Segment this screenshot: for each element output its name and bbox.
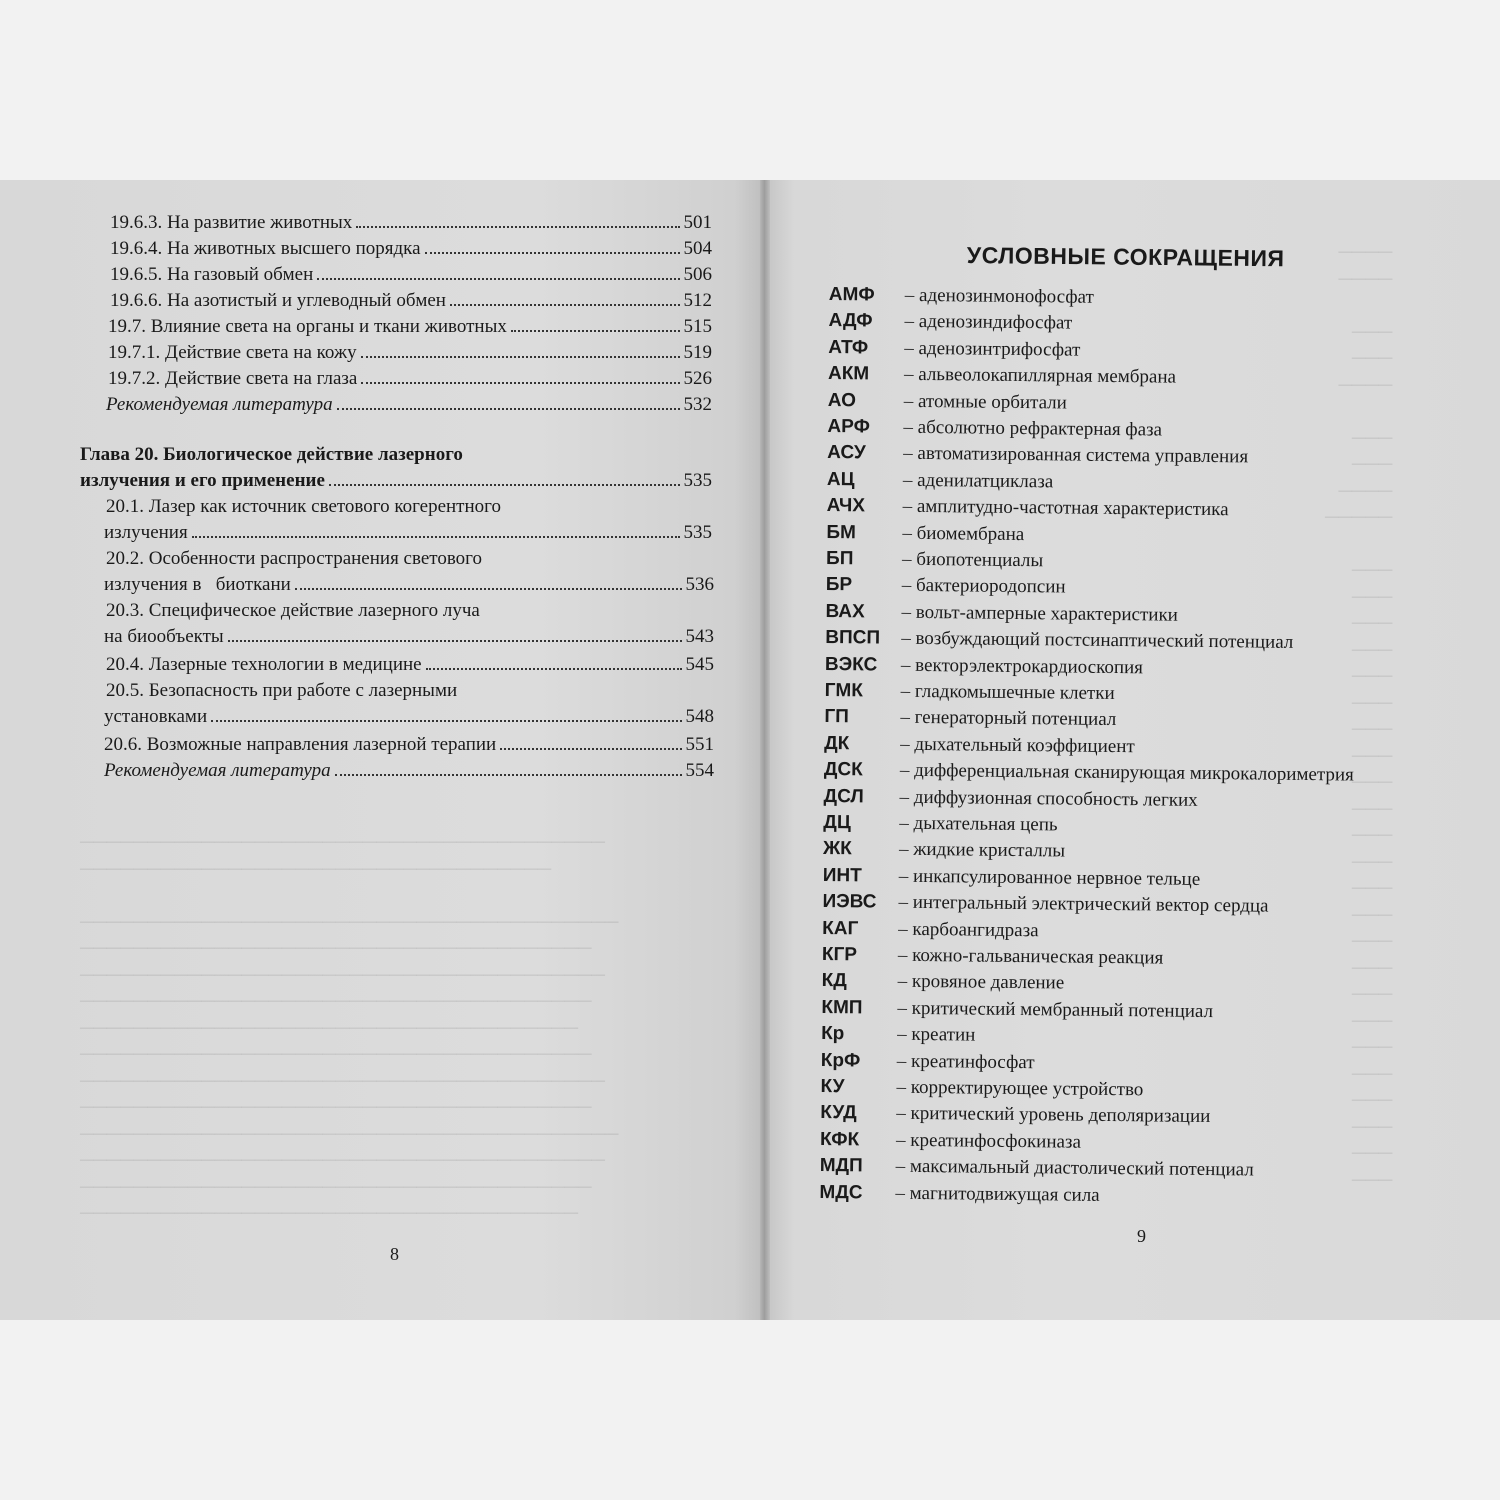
abbreviation-definition: – автоматизированная система управления — [903, 443, 1249, 468]
toc-entry — [104, 758, 714, 784]
toc-entry — [110, 262, 712, 288]
abbreviation-term: АДФ — [828, 310, 873, 332]
leader-dots — [425, 236, 680, 254]
toc-entry-line: 20.5. Безопасность при работе с лазерными — [106, 680, 458, 701]
abbreviation-term: Кр — [821, 1023, 845, 1045]
leader-dots — [356, 210, 679, 228]
abbreviation-term: КГР — [821, 943, 858, 966]
abbreviation-definition: – абсолютно рефрактерная фаза — [903, 416, 1163, 441]
leader-dots — [500, 732, 681, 750]
leader-dots — [192, 520, 680, 538]
chapter-heading-text: излучения и его применение — [80, 470, 325, 491]
toc-entry-page: 535 — [683, 522, 712, 543]
abbreviation-term: КД — [821, 970, 847, 992]
toc-entry — [108, 314, 712, 340]
toc-entry-text: 19.6.4. На животных высшего порядка — [110, 238, 421, 259]
toc-entry-page: 526 — [683, 368, 712, 389]
abbreviation-definition: – кровяное давление — [897, 971, 1065, 994]
abbreviation-definition: – гладкомышечные клетки — [900, 680, 1115, 705]
abbreviation-definition: – критический уровень деполяризации — [896, 1103, 1211, 1128]
abbreviation-definition: – атомные орбитали — [903, 390, 1068, 414]
toc-entry-text: 19.6.3. На развитие животных — [110, 212, 353, 233]
abbreviation-term: АО — [827, 389, 857, 411]
abbreviation-definition: – креатинфосфат — [896, 1050, 1035, 1073]
abbreviation-term: МДП — [819, 1155, 863, 1177]
toc-entry-page: 501 — [683, 212, 712, 233]
abbreviation-definition: – карбоангидраза — [898, 918, 1039, 941]
toc-entry — [108, 366, 712, 392]
abbreviation-definition: – жидкие кристаллы — [898, 839, 1066, 862]
toc-entry-text: установками — [104, 706, 208, 727]
abbreviation-term: КУД — [820, 1102, 857, 1124]
toc-entry-text: на биообъекты — [104, 626, 224, 647]
toc-entry-line: 20.1. Лазер как источник светового когерентного — [106, 496, 501, 517]
toc-entry-page: 506 — [683, 264, 712, 285]
leader-dots — [511, 314, 680, 332]
abbreviation-term: ДК — [824, 732, 850, 755]
abbreviation-definition: – векторэлектрокардиоскопия — [900, 654, 1144, 678]
leader-dots — [317, 262, 679, 280]
abbreviation-term: КУ — [820, 1075, 845, 1098]
abbreviation-term: ВПСП — [825, 627, 881, 649]
toc-entry — [104, 572, 714, 598]
book-spread — [0, 180, 1500, 1320]
leader-dots — [335, 758, 682, 776]
abbreviation-definition: – аденозинтрифосфат — [904, 337, 1081, 361]
leader-dots — [361, 366, 679, 384]
leader-dots — [450, 288, 680, 306]
toc-entry-line: 20.2. Особенности распространения светового — [106, 548, 482, 569]
right-page — [765, 180, 1500, 1320]
abbreviation-term: ИЭВС — [822, 891, 877, 913]
abbreviation-definition: – креатинфосфокиназа — [895, 1129, 1082, 1153]
abbreviation-term: ИНТ — [822, 864, 862, 887]
abbreviation-term: БР — [825, 574, 853, 596]
toc-entry-page: 551 — [685, 734, 714, 755]
page-number: 8 — [390, 1244, 399, 1264]
toc-entry-text: 19.6.6. На азотистый и углеводный обмен — [110, 290, 446, 311]
toc-entry-text: излучения — [104, 522, 188, 543]
abbreviation-definition: – инкапсулированное нервное тельце — [898, 865, 1201, 890]
abbreviation-term: БМ — [826, 521, 856, 543]
abbreviation-term: КАГ — [822, 917, 859, 939]
chapter-heading-line2 — [80, 468, 712, 494]
abbreviation-term: АКМ — [827, 363, 870, 385]
toc-entry-page: 548 — [685, 706, 714, 727]
abbreviation-term: КрФ — [820, 1049, 861, 1071]
toc-entry-text: 19.7.2. Действие света на глаза — [108, 368, 358, 389]
show-through-text: ─────────────────────────────────────── ─────────────────────────────────── ──────────────────────────────────────── ────────────────────────────────────── ─────────────────────────────────────── ────────────────────────────────────── ───────────────────────────────────── ────────────────────────────────────── ─────────────────────────────────────── ────────────────────────────────────── ──────────────────────────────────────── ─────────────────────────────────────── ────────────────────────────────────── ───────────────────────────────────── — [80, 832, 619, 1224]
toc-entry-page: 519 — [683, 342, 712, 363]
abbreviation-term: АТФ — [828, 336, 869, 359]
leader-dots — [211, 704, 681, 722]
leader-dots — [228, 624, 682, 642]
page-title: УСЛОВНЫЕ СОКРАЩЕНИЯ — [966, 242, 1285, 272]
toc-entry-text: Рекомендуемая литература — [106, 394, 333, 415]
toc-entry-text: 19.7.1. Действие света на кожу — [108, 342, 357, 363]
abbreviation-definition: – биопотенциалы — [901, 548, 1044, 572]
toc-entry — [110, 236, 712, 262]
abbreviation-term: ВАХ — [825, 600, 865, 623]
abbreviation-definition: – диффузионная способность легких — [899, 786, 1198, 811]
toc-entry-text: Рекомендуемая литература — [104, 760, 331, 781]
toc-entry-page: 536 — [685, 574, 714, 595]
left-page — [0, 180, 765, 1320]
abbreviation-term: ГМК — [824, 679, 864, 702]
abbreviation-term: АМФ — [828, 283, 875, 306]
book-gutter — [760, 180, 770, 1320]
abbreviation-definition: – максимальный диастолический потенциал — [895, 1155, 1254, 1181]
abbreviation-definition: – критический мембранный потенциал — [897, 997, 1214, 1022]
abbreviation-definition: – аденозинмонофосфат — [904, 284, 1094, 308]
abbreviation-definition: – корректирующее устройство — [896, 1076, 1144, 1101]
abbreviation-term: БП — [825, 547, 854, 570]
abbreviation-term: КФК — [819, 1128, 860, 1151]
abbreviation-definition: – аденилатциклаза — [902, 469, 1054, 493]
abbreviation-term: АЦ — [826, 468, 855, 491]
abbreviation-definition: – амплитудно-частотная характеристика — [902, 495, 1229, 521]
abbreviation-definition: – дыхательная цепь — [899, 812, 1058, 836]
toc-entry-page: 545 — [685, 654, 714, 675]
abbreviation-definition: – альвеолокапиллярная мембрана — [903, 363, 1177, 388]
abbreviation-definition: – вольт-амперные характеристики — [901, 601, 1179, 626]
abbreviation-term: ГП — [824, 706, 849, 728]
abbreviation-definition: – генераторный потенциал — [900, 707, 1117, 731]
leader-dots — [337, 392, 680, 410]
toc-entry — [106, 392, 712, 418]
toc-entry — [104, 520, 712, 546]
abbreviation-definition: – возбуждающий постсинаптический потенциал — [901, 627, 1294, 654]
abbreviation-definition: – интегральный электрический вектор сердца — [898, 891, 1269, 917]
chapter-heading: Глава 20. Биологическое действие лазерного — [80, 444, 463, 465]
toc-entry — [110, 288, 712, 314]
abbreviation-term: ЖК — [822, 838, 852, 860]
leader-dots — [295, 572, 682, 590]
toc-entry — [110, 210, 712, 236]
toc-entry-text: 20.4. Лазерные технологии в медицине — [106, 654, 422, 675]
abbreviation-definition: – аденозиндифосфат — [904, 311, 1073, 334]
abbreviation-definition: – бактериородопсин — [901, 575, 1066, 598]
toc-entry — [108, 340, 712, 366]
toc-entry-line: 20.3. Специфическое действие лазерного луча — [106, 600, 480, 621]
toc-entry-text: 19.6.5. На газовый обмен — [110, 264, 314, 285]
abbreviation-term: АРФ — [827, 415, 870, 438]
abbreviation-definition: – дыхательный коэффициент — [900, 733, 1135, 758]
abbreviation-definition: – кожно-гальваническая реакция — [897, 944, 1164, 969]
abbreviation-term: АСУ — [827, 442, 866, 464]
abbreviation-definition: – магнитодвижущая сила — [895, 1182, 1100, 1206]
page-number: 9 — [1137, 1226, 1146, 1246]
toc-entry-text: 20.6. Возможные направления лазерной терапии — [104, 734, 497, 755]
abbreviation-term: МДС — [819, 1181, 863, 1203]
abbreviation-definition: – дифференциальная сканирующая микрокалориметрия — [899, 759, 1354, 786]
abbreviation-definition: – креатин — [897, 1023, 976, 1046]
toc-entry-text: 19.7. Влияние света на органы и ткани животных — [108, 316, 507, 337]
toc-entry-page: 554 — [685, 760, 714, 781]
toc-entry — [106, 652, 714, 678]
abbreviation-term: ДЦ — [823, 811, 851, 834]
toc-entry-page: 512 — [683, 290, 712, 311]
toc-entry-page: 504 — [683, 238, 712, 259]
abbreviation-definition: – биомембрана — [902, 522, 1025, 545]
abbreviation-term: ДСК — [823, 759, 863, 781]
chapter-page: 535 — [683, 470, 712, 491]
toc-entry — [104, 624, 714, 650]
toc-entry-page: 515 — [683, 316, 712, 337]
toc-entry-page: 532 — [683, 394, 712, 415]
leader-dots — [426, 652, 682, 670]
abbreviation-term: КМП — [821, 996, 863, 1019]
show-through-text: ──── ──── ─── ─── ──── ─── ─── ──── ───── ─── ─── ─── ─── ─── ─── ─── ─── ─── ─── ─── ─── ─── ─── ─── ─── ─── ─── ─── ─── ─── ─── ─── ─── — [1325, 242, 1393, 1191]
abbreviation-term: ВЭКС — [824, 653, 878, 676]
toc-entry — [104, 704, 714, 730]
abbreviation-term: АЧХ — [826, 495, 866, 517]
toc-entry-text: излучения в биоткани — [104, 574, 291, 595]
leader-dots — [329, 468, 680, 486]
toc-entry — [104, 732, 714, 758]
toc-entry-page: 543 — [685, 626, 714, 647]
leader-dots — [361, 340, 680, 358]
abbreviation-term: ДСЛ — [823, 785, 864, 807]
